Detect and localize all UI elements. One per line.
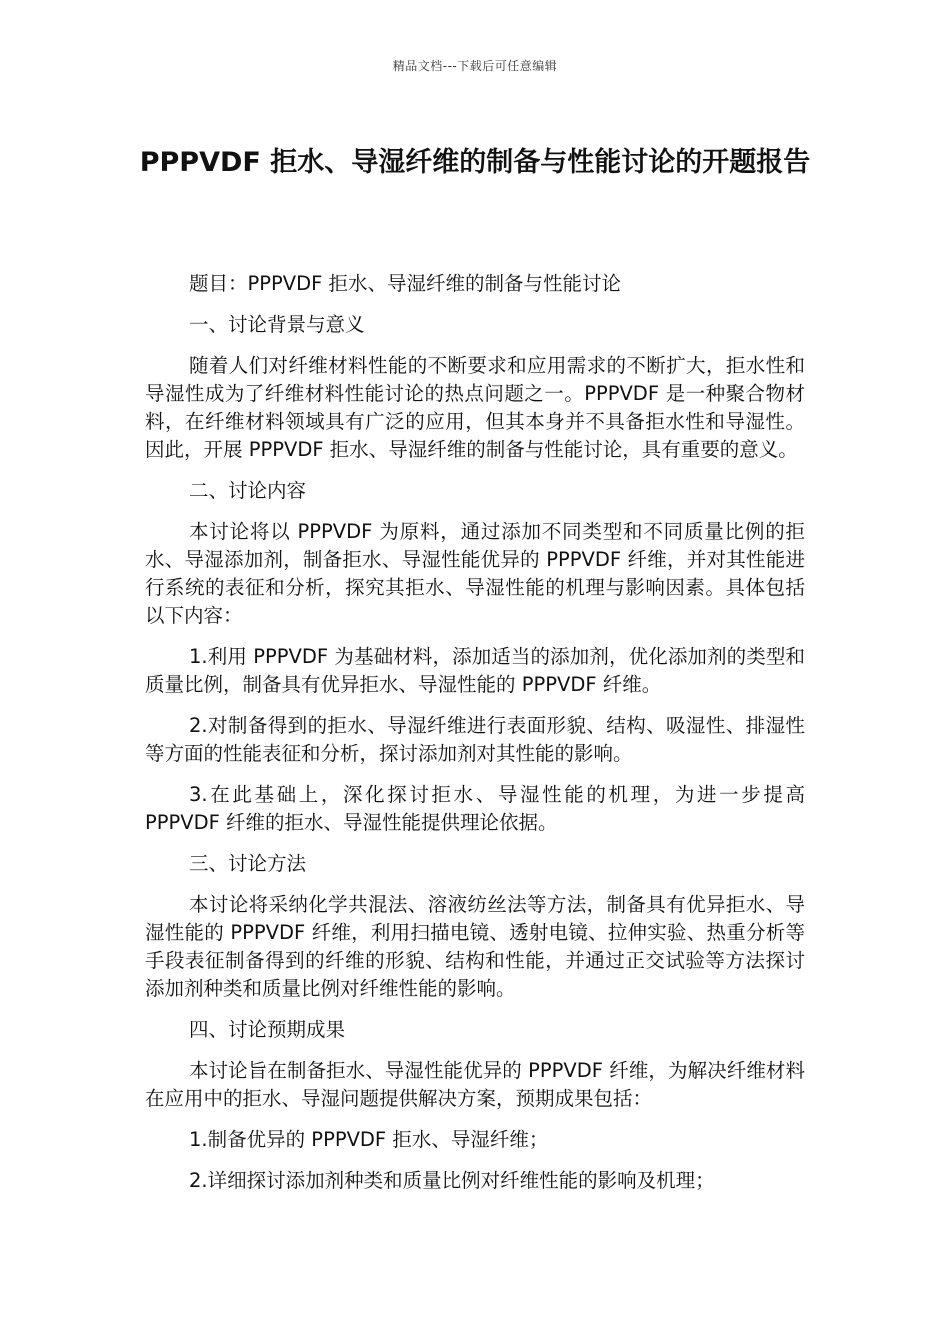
section-heading-background: 一、讨论背景与意义 bbox=[189, 313, 365, 336]
document-body bbox=[145, 270, 805, 1208]
paragraph-method: 本讨论将采纳化学共混法、溶液纺丝法等方法，制备具有优异拒水、导湿性能的 PPPVDF 纤维，利用扫描电镜、透射电镜、拉伸实验、热重分析等手段表征制备得到的纤维的形貌、结构和性能，并通过正交试验等方法探讨添加剂种类和质量比例对纤维性能的影响。 bbox=[145, 893, 805, 1000]
section-heading-method: 三、讨论方法 bbox=[189, 852, 307, 875]
paragraph-content-item-1: 1.利用 PPPVDF 为基础材料，添加适当的添加剂，优化添加剂的类型和质量比例，制备具有优异拒水、导湿性能的 PPPVDF 纤维。 bbox=[145, 645, 805, 696]
paragraph-background: 随着人们对纤维材料性能的不断要求和应用需求的不断扩大，拒水性和导湿性成为了纤维材料性能讨论的热点问题之一。PPPVDF 是一种聚合物材料，在纤维材料领域具有广泛的应用，但其本身并不具备拒水性和导湿性。因此，开展 PPPVDF 拒水、导湿纤维的制备与性能讨论，具有重要的意义。 bbox=[145, 354, 805, 461]
paragraph-content-item-2: 2.对制备得到的拒水、导湿纤维进行表面形貌、结构、吸湿性、排湿性等方面的性能表征和分析，探讨添加剂对其性能的影响。 bbox=[145, 714, 805, 765]
paragraph-outcomes: 本讨论旨在制备拒水、导湿性能优异的 PPPVDF 纤维，为解决纤维材料在应用中的拒水、导湿问题提供解决方案，预期成果包括： bbox=[145, 1059, 805, 1110]
paragraph-outcome-item-1: 1.制备优异的 PPPVDF 拒水、导湿纤维； bbox=[189, 1128, 549, 1151]
header-note: 精品文档---下载后可任意编辑 bbox=[392, 59, 558, 73]
document-title: PPPVDF 拒水、导湿纤维的制备与性能讨论的开题报告 bbox=[139, 147, 811, 178]
paragraph-content-item-3: 3.在此基础上，深化探讨拒水、导湿性能的机理，为进一步提高 PPPVDF 纤维的拒水、导湿性能提供理论依据。 bbox=[145, 783, 805, 834]
paragraph-topic: 题目：PPPVDF 拒水、导湿纤维的制备与性能讨论 bbox=[189, 272, 622, 295]
paragraph-content: 本讨论将以 PPPVDF 为原料，通过添加不同类型和不同质量比例的拒水、导湿添加剂，制备拒水、导湿性能优异的 PPPVDF 纤维，并对其性能进行系统的表征和分析，探究其拒水、导湿性能的机理与影响因素。具体包括以下内容： bbox=[145, 520, 805, 627]
section-heading-outcomes: 四、讨论预期成果 bbox=[189, 1018, 346, 1041]
section-heading-content: 二、讨论内容 bbox=[189, 479, 307, 502]
paragraph-outcome-item-2: 2.详细探讨添加剂种类和质量比例对纤维性能的影响及机理； bbox=[189, 1169, 715, 1192]
